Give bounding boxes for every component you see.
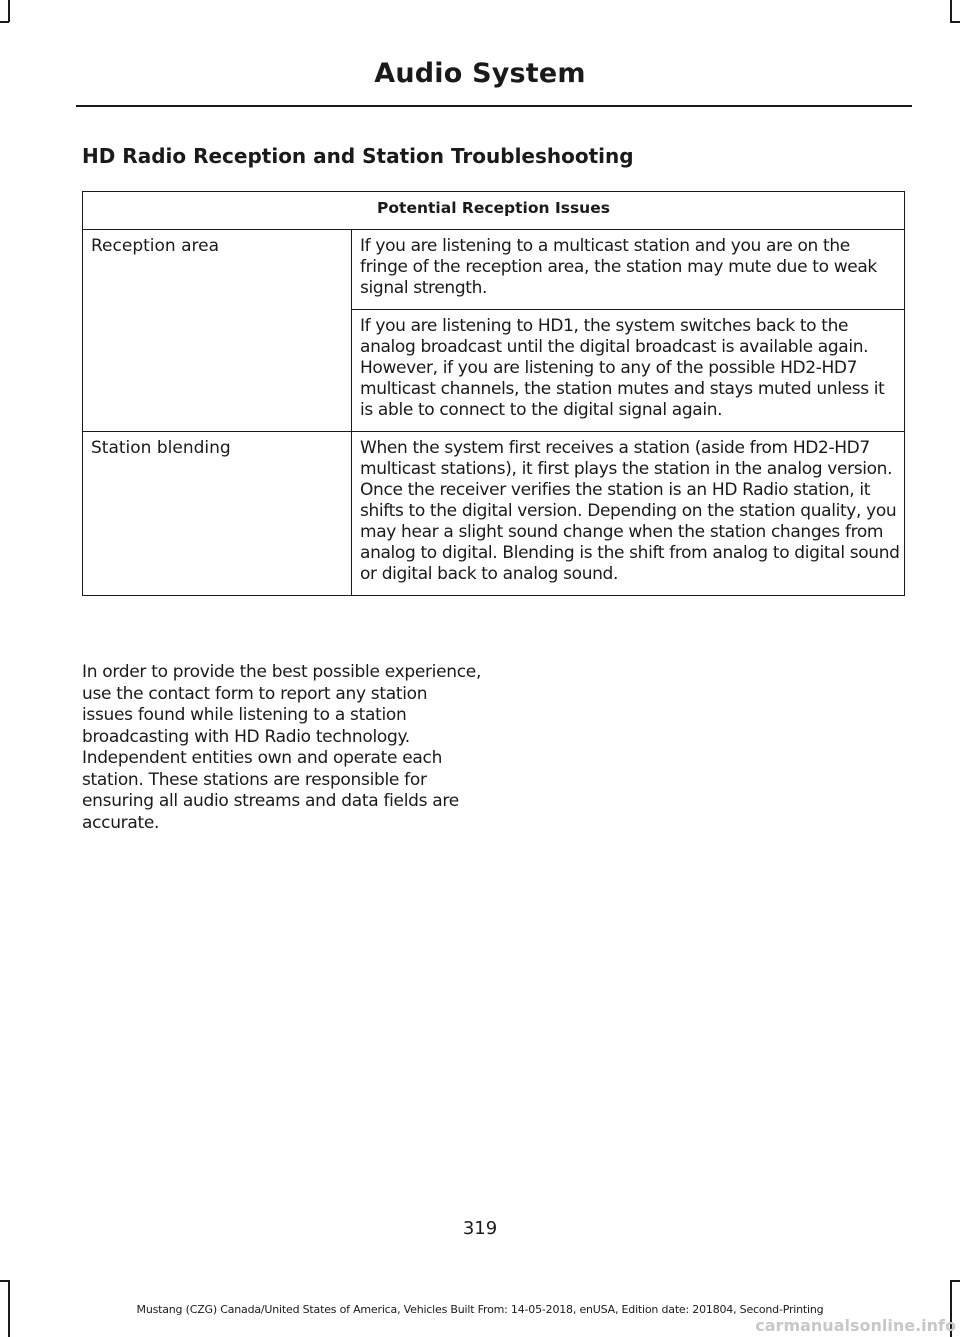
table-row (83, 432, 905, 596)
table-row (83, 230, 905, 310)
page-footer: Mustang (CZG) Canada/United States of America, Vehicles Built From: 14-05-2018, enUSA, Edition date: 201804, Second-Printing (136, 1303, 824, 1316)
watermark: carmanualsonline.info (755, 1316, 956, 1335)
table-row-text: When the system first receives a station (aside from HD2-HD7 multicast stations), it first plays the station in the analog version. Once the receiver verifies the station is an HD Radio station, it shifts to the digital version. Depending on the station quality, you may hear a slight sound change when the station changes from analog to digital. Blending is the shift from analog to digital sound or digital back to analog sound. (352, 432, 905, 596)
page-header-title: Audio System (374, 58, 586, 89)
crop-mark-top-right-h (950, 21, 960, 23)
table-row-text: If you are listening to a multicast station and you are on the fringe of the reception area, the station may mute due to weak signal strength. (352, 230, 905, 310)
page-number: 319 (462, 1218, 498, 1239)
header-divider (76, 105, 912, 107)
table-row-text: If you are listening to HD1, the system switches back to the analog broadcast until the digital broadcast is available again. However, if you are listening to any of the possible HD2-HD7 multicast channels, the station mutes and stays muted unless it is able to connect to the digital signal again. (352, 310, 905, 432)
crop-mark-top-left (8, 0, 10, 22)
table-header-row (83, 192, 905, 230)
crop-mark-top-left-h (0, 21, 9, 23)
body-paragraph: In order to provide the best possible experience, use the contact form to report any station issues found while listening to a station broadcasting with HD Radio technology. Independent entities own and operate each station. These stations are responsible for ensuring all audio streams and data fields are accurate. (82, 662, 482, 833)
table-row-label: Station blending (83, 432, 352, 596)
crop-mark-bottom-left-h (0, 1280, 9, 1282)
section-title: HD Radio Reception and Station Troubleshooting (82, 144, 634, 168)
table-caption: Potential Reception Issues (83, 192, 905, 230)
reception-issues-table (82, 191, 905, 596)
crop-mark-bottom-right-h (950, 1280, 960, 1282)
crop-mark-top-right (950, 0, 952, 22)
table-row-label: Reception area (83, 230, 352, 432)
